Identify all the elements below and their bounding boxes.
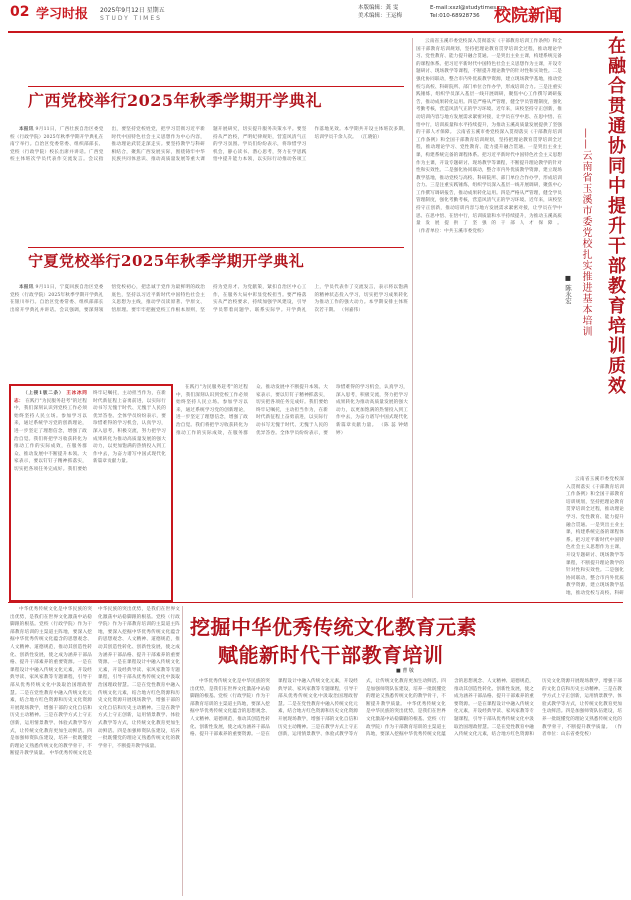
ningxia-headline: 宁夏党校举行2025年秋季学期开学典礼 [28, 252, 305, 270]
side-text-tail: 云南省玉溪市委党校深入贯彻落实《干部教育培训工作条例》和全国干部教育培训规划，坚持把理论教育贯穿培训全过程，推动理论学习、党性教育、能力提升融合贯通。一是突出主业主课，构建系统完备的课程体系。把习近平新时代中国特色社会主义思想作为主课，开设专题研讨、现场教学等课程，不断提升理论教学的针对性和实效性。二是强化协同联动，整合市内外优质教学资源，建立现场教学基地，推动党校与高校、科研 [566, 477, 624, 596]
boxed-speaker: 王冰冰同志： [14, 391, 87, 404]
issue-date: 2025年9月12日 星期五 [100, 7, 165, 14]
side-subtitle: ——云南省玉溪市委党校扎实推进基本培训 [580, 128, 591, 337]
side-text: 云南省玉溪市委党校深入贯彻落实《干部教育培训工作条例》和全国干部教育培训规划，坚持把理论教育贯穿培训全过程，推动理论学习、党性教育、能力提升融合贯通。一是突出主业主课，构建系统完备的课程体系。把习近平新时代中国特色社会主义思想作为主课，开设专题研讨、现场教学等课程，不断提升理论教学的针对性和实效性。二是强化协同联动，整合市内外优质教学资源，建立现场教学基地，推动党校与高校、科研院所、部门单位合作办学，形成培训合力。三是注重实践锤炼，组织学员深入基层一线开展调研，聚焦中心工作撰写调研报告，推动成果转化运用。四是严格从严管理，健全学员管理制度，强化考勤考核，营造风清气正的学习环境。近年来，该校坚持守正创新，推动培训内容与地方发展需求紧密对接，让学员在学中思、在思中悟、在悟中行，培训质量和水平持续提升，为推动玉溪高质量发展提供了坚强的干部人才保障。 [416, 39, 562, 136]
staff-block [358, 4, 402, 20]
heritage-text: 中华优秀传统文化是中华民族的突出优势，是我们在世界文化激荡中站稳脚跟的根基。党校（行政学院）作为干部教育培训的主渠道主阵地，要深入挖掘中华优秀传统文化蕴含的思想观念、人文精神、道德规范，推动其创造性转化、创新性发展，使之成为涵养干部品格、提升干部素养的重要资源。一是在课程设计中融入传统文化元素，开设经典导读、家风家教等专题课程，引导干部从优秀传统文化中汲取治国理政智慧。二是在党性教育中融入传统文化元素，结合地方红色资源和历史文化资源开展现场教学，增强干部的文化自信和历史主动精神。三是在教学方式上守正创新，运用情景教学、体验式教学等方式，让传统文化教育更加生动鲜活。四是加强师资队伍建设，培养一批既懂党的理论又熟悉传统文化的教学骨干，不断提升教学质量。 [190, 679, 446, 738]
boxed-intro: （上接1版二条） [23, 391, 65, 396]
column-rule [182, 606, 183, 896]
tel-line: Tel:010-68928736 [430, 13, 480, 19]
ningxia-text: 9月11日，宁夏回族自治区党委党校（行政学院）2025年秋季学期开学典礼在银川举行。自治区党委常委、组织部部长出席开学典礼并讲话。会议强调，要深刻领悟党校初心，把忠诚于党作为最鲜明的政治底色，坚持以习近平新时代中国特色社会主义思想为主线，推动学员读原著、学原文、悟原理。要牢牢把握党校工作根本原则，坚持为党育才、为党献策，紧扣自治区中心工作，在服务大局中彰显党校担当。要严格落实从严治校要求，持续加强学风建设，引导学员带着问题学、联系实际学。开学典礼上，学员代表作了交流发言，表示将以饱满的精神状态投入学习，切实把学习成果转化为推动工作的强大动力。本学期安排主体班次若干期。 [10, 285, 408, 313]
heritage-source: （作者单位：山东省委党校） [542, 724, 622, 738]
ningxia-source: （何嘉伟） [339, 307, 364, 313]
boxed-text: 在践行"为民服务赶考"的过程中，我们深刻认识到党校工作必须始终坚持人民立场。参加学习以来，通过系统学习党的创新理论，进一步坚定了理想信念，增强了政治自觉。我们将把学习收获转化为推动工作的实际成效，在服务群众、推动发展中不断提升本领。大家表示，要以钉钉子精神抓落实，切实把各项任务完成好。我们要始终牢记嘱托，主动担当作为，在新时代新征程上奋勇前进，以实际行动书写无愧于时代、无愧于人民的优异答卷。全体学员纷纷表示，要珍惜难得的学习机会，认真学习，深入思考，积极交流，努力把学习成果转化为推动高质量发展的强大动力，以更加饱满的热情投入到工作中去，为奋力谱写中国式现代化新篇章贡献力量。 [14, 391, 166, 472]
side-text-more: 云南省玉溪市委党校深入贯彻落实《干部教育培训工作条例》和全国干部教育培训规划，坚持把理论教育贯穿培训全过程，推动理论学习、党性教育、能力提升融合贯通。一是突出主业主课，构建系统完备的课程体系。把习近平新时代中国特色社会主义思想作为主课，开设专题研讨、现场教学等课程，不断提升理论教学的针对性和实效性。二是强化协同联动，整合市内外优质教学资源，建立现场教学基地，推动党校与高校、科研院所、部门单位合作办学，形成培训合力。三是注重实践锤炼，组织学员深入基层一线开展调研，聚焦中心工作撰写调研报告，推动成果转化运用。四是严格从严管理，健全学员管理制度，强化考勤考核，营造风清气正的学习环境。近年来，该校坚持守正创新，推动培训内容与地方发展需求紧密对接，让学员在学中思、在思中悟、在悟中行，培训质量和水平持续提升，为推动玉溪高质量发展提供了坚强的干部人才保障。 [416, 130, 562, 227]
proof-line: 美术编辑：王运梅 [358, 13, 403, 19]
section-title: 校院新闻 [494, 6, 562, 26]
headline-rule [28, 247, 404, 248]
editor-line: 本版编辑：龚 雯 [358, 5, 399, 11]
side-body [416, 38, 562, 596]
heritage-headline-line1: 挖掘中华优秀传统文化教育元素 [190, 615, 477, 639]
guangxi-headline: 广西党校举行2025年秋季学期开学典礼 [28, 91, 323, 110]
column-rule [412, 38, 413, 598]
side-source: （作者单位：中共玉溪市委党校） [416, 228, 487, 234]
masthead-rule [8, 31, 623, 33]
boxed-article-cont [176, 384, 408, 598]
guangxi-body [10, 126, 408, 238]
heritage-body [190, 678, 622, 896]
heritage-text-left: 中华优秀传统文化是中华民族的突出优势，是我们在世界文化激荡中站稳脚跟的根基。党校（行政学院）作为干部教育培训的主渠道主阵地，要深入挖掘中华优秀传统文化蕴含的思想观念、人文精神、道德规范，推动其创造性转化、创新性发展，使之成为涵养干部品格、提升干部素养的重要资源。一是在课程设计中融入传统文化元素，开设经典导读、家风家教等专题课程，引导干部从优秀传统文化中汲取治国理政智慧。二是在党性教育中融入传统文化元素，结合地方红色资源和历史文化资源开展现场教学，增强干部的文化自信和历史主动精神。三是在教学方式上守正创新，运用情景教学、体验式教学等方式，让传统文化教育更加生动鲜活。四是加强师资队伍建设，培养一批既懂党的理论又熟悉传统文化的教学骨干，不断提升教学质量。 [10, 607, 92, 757]
paper-english-name: STUDY TIMES [100, 15, 162, 22]
heritage-headline-line2: 赋能新时代干部教育培训 [218, 643, 444, 667]
boxed-text-cont: 在践行"为民服务赶考"的过程中，我们深刻认识到党校工作必须始终坚持人民立场。参加学习以来，通过系统学习党的创新理论，进一步坚定了理想信念，增强了政治自觉。我们将把学习收获转化为推动工作的实际成效，在服务群众、推动发展中不断提升本领。大家表示，要以钉钉子精神抓落实，切实把各项任务完成好。我们要始终牢记嘱托，主动担当作为，在新时代新征程上奋勇前进，以实际行动书写无愧于时代、无愧于人民的优异答卷。全体学员纷纷表示，要珍惜难得的学习机会，认真学习，深入思考，积极交流，努力把学习成果转化为推动高质量发展的强大动力，以更加饱满的热情投入到工作中去，为奋力谱写中国式现代化新篇章贡献力量。 [176, 385, 408, 436]
headline-rule [28, 86, 404, 87]
heritage-author: ■ 曹 敬 [396, 668, 414, 674]
guangxi-lead: 本报讯 [19, 127, 34, 132]
heritage-text-left-more: 中华优秀传统文化是中华民族的突出优势，是我们在世界文化激荡中站稳脚跟的根基。党校（行政学院）作为干部教育培训的主渠道主阵地，要深入挖掘中华优秀传统文化蕴含的思想观念、人文精神、道德规范，推动其创造性转化、创新性发展，使之成为涵养干部品格、提升干部素养的重要资源。一是在课程设计中融入传统文化元素，开设经典导读、家风家教等专题课程，引导干部从优秀传统文化中汲取治国理政智慧。二是在党性教育中融入传统文化元素，结合地方红色资源和历史文化资源开展现场教学，增强干部的文化自信和历史主动精神。三是在教学方式上守正创新，运用情景教学、体验式教学等方式，让传统文化教育更加生动鲜活。四是加强师资队伍建设，培养一批既懂党的理论又熟悉传统文化的教学骨干，不断提升教学质量。 [49, 607, 180, 757]
boxed-article-col1 [14, 390, 166, 594]
side-author: ■ 陈永宏 [564, 274, 572, 304]
ningxia-lead: 本报讯 [19, 285, 34, 290]
paper-name: 学习时报 [36, 7, 89, 22]
heritage-left-cols [10, 606, 180, 896]
guangxi-source: （江晓铂） [358, 134, 382, 140]
side-headline: 在融合贯通协同中提升干部教育培训质效 [605, 36, 626, 396]
heritage-text-more: 中华优秀传统文化是中华民族的突出优势，是我们在世界文化激荡中站稳脚跟的根基。党校（行政学院）作为干部教育培训的主渠道主阵地，要深入挖掘中华优秀传统文化蕴含的思想观念、人文精神、道德规范，推动其创造性转化、创新性发展，使之成为涵养干部品格、提升干部素养的重要资源。一是在课程设计中融入传统文化元素，开设经典导读、家风家教等专题课程，引导干部从优秀传统文化中汲取治国理政智慧。二是在党性教育中融入传统文化元素，结合地方红色资源和历史文化资源开展现场教学，增强干部的文化自信和历史主动精神。三是在教学方式上守正创新，运用情景教学、体验式教学等方式，让传统文化教育更加生动鲜活。四是加强师资队伍建设，培养一批既懂党的理论又熟悉传统文化的教学骨干，不断提升教学质量。 [366, 679, 622, 738]
boxed-source: （陈 蕊 钟婧婷） [336, 422, 408, 436]
page-number: 02 [10, 4, 30, 20]
ningxia-body [10, 284, 408, 376]
side-body-tail [566, 476, 624, 596]
guangxi-text: 9月11日，广西壮族自治区委党校（行政学院）2025年秋季学期开学典礼在南宁举行。自治区党委常委、组织部部长、党校（行政学院）校长出席并讲话。广西党校主体班次学员代表作交流发言。会议指出，要坚持党校姓党，把学习贯彻习近平新时代中国特色社会主义思想作为中心内容，推动理论武装走深走实。要坚持教学与科研相结合，聚焦广西发展实际，围绕铸牢中华民族共同体意识、推动高质量发展等重大课题开展研究，切实提升服务决策水平。要坚持从严治校，严明纪律规矩，营造风清气正的学习氛围。学员们纷纷表示，将珍惜学习机会，静心读书、潜心思考，努力在学思践悟中提升能力本领，以实际行动推动各项工作落地见效。本学期共开设主体班次多期，培训学员千余人次。 [10, 127, 408, 163]
section-divider [8, 602, 623, 603]
email-line: E-mail:xxzl@studytimes.cn [430, 5, 505, 11]
